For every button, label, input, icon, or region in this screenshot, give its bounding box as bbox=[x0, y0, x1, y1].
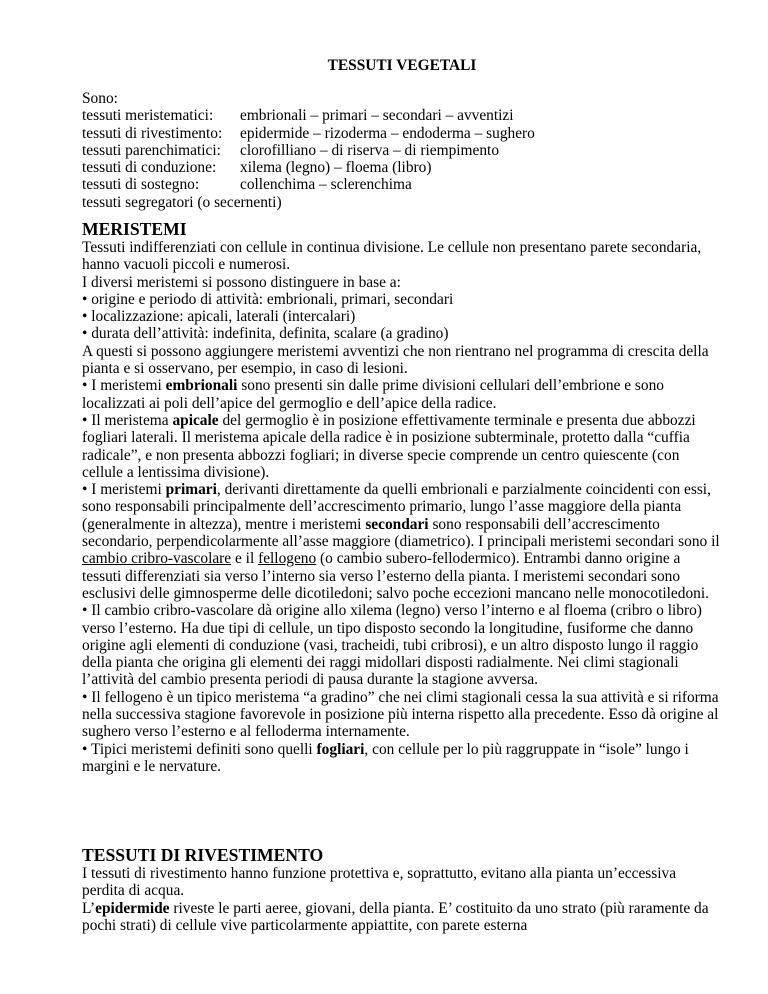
tissue-type-label: tessuti parenchimatici: bbox=[82, 141, 221, 159]
paragraph: • Il fellogeno è un tipico meristema “a gradino” che nei climi stagionali cessa la sua attività e si riforma nella successiva stagione favorevole in posizione più interna rispetto alla precedente. Esso dà origine al sughero verso l’esterno e al felloderma internamente. bbox=[82, 688, 719, 741]
text-run: , derivanti direttamente da quelli embrionali e parzialmente coincidenti con essi, sono responsabili principalmente dell’accrescimento primario, lungo l’asse maggiore della pianta (generalmente in altezza), mentre i meristemi bbox=[82, 481, 711, 533]
table-row bbox=[82, 176, 535, 193]
tissue-type-values: collenchima – sclerenchima bbox=[240, 176, 412, 194]
table-row bbox=[82, 107, 535, 124]
text-run: sono presenti sin dalle prime divisioni cellulari dell’embrione e sono localizzati ai poli dell’apice del germoglio e dell’apice della radice. bbox=[82, 377, 665, 412]
tissue-type-label: tessuti di rivestimento: bbox=[82, 124, 223, 142]
tissue-type-values: xilema (legno) – floema (libro) bbox=[240, 159, 432, 177]
bold-term: secondari bbox=[365, 515, 429, 533]
table-row bbox=[82, 125, 535, 142]
bold-term: primari bbox=[165, 481, 217, 499]
text-run: • Tipici meristemi definiti sono quelli bbox=[82, 740, 317, 758]
bullet-item: • localizzazione: apicali, laterali (intercalari) bbox=[82, 308, 356, 326]
text-run: del germoglio è in posizione effettivamente terminale e presenta due abbozzi fogliari laterali. Il meristema apicale della radice è in posizione subterminale, protetto dalla “cuffia radicale”, e non presenta abbozzi fogliari; in diverse specie comprende un centro quiescente (con cellule a lentissima divisione). bbox=[82, 411, 696, 481]
text-run: • I meristemi bbox=[82, 377, 166, 395]
paragraph: Tessuti indifferenziati con cellule in continua divisione. Le cellule non presentano parete secondaria, hanno vacuoli piccoli e numerosi. bbox=[82, 239, 702, 274]
tissue-type-values: embrionali – primari – secondari – avventizi bbox=[240, 107, 514, 125]
table-row bbox=[82, 159, 535, 176]
tissue-type-values: clorofilliano – di riserva – di riempimento bbox=[240, 141, 500, 159]
table-row bbox=[82, 142, 535, 159]
text-run: • I meristemi bbox=[82, 481, 166, 499]
section-meristemi bbox=[82, 220, 722, 775]
section-heading: MERISTEMI bbox=[82, 219, 187, 239]
text-run: e il bbox=[231, 550, 259, 568]
bold-term: apicale bbox=[172, 411, 219, 429]
tissue-type-values: epidermide – rizoderma – endoderma – sughero bbox=[240, 124, 535, 142]
text-run: • Il meristema bbox=[82, 411, 173, 429]
paragraph bbox=[82, 900, 722, 935]
tissue-types-table bbox=[82, 107, 535, 193]
tissue-type-label: tessuti meristematici: bbox=[82, 107, 214, 125]
tissue-type-label: tessuti di conduzione: bbox=[82, 159, 217, 177]
paragraph: I diversi meristemi si possono distinguere in base a: bbox=[82, 273, 401, 291]
underlined-term: cambio cribro-vascolare bbox=[82, 550, 232, 568]
paragraph bbox=[82, 741, 722, 776]
overview-last-line: tessuti segregatori (o secernenti) bbox=[82, 193, 282, 211]
text-run: , con cellule per lo più raggruppate in “isole” lungo i margini e le nervature. bbox=[82, 740, 689, 775]
bold-term: epidermide bbox=[95, 899, 170, 917]
text-run: L’ bbox=[82, 899, 96, 917]
text-run: riveste le parti aeree, giovani, della pianta. E’ costituito da uno strato (più raramente da pochi strati) di cellule vive particolarmente appiattite, con parete esterna bbox=[82, 899, 709, 934]
paragraph: A questi si possono aggiungere meristemi avventizi che non rientrano nel programma di crescita della pianta e si osservano, per esempio, in caso di lesioni. bbox=[82, 342, 709, 378]
bold-term: embrionali bbox=[165, 377, 238, 395]
paragraph bbox=[82, 377, 722, 412]
document-title: TESSUTI VEGETALI bbox=[327, 57, 477, 74]
bullet-item: • durata dell’attività: indefinita, definita, scalare (a gradino) bbox=[82, 325, 449, 343]
paragraph: I tessuti di rivestimento hanno funzione protettiva e, soprattutto, evitano alla pianta un’eccessiva perdita di acqua. bbox=[82, 865, 677, 900]
paragraph: • Il cambio cribro-vascolare dà origine allo xilema (legno) verso l’interno e al floema (cribro o libro) verso l’esterno. Ha due tipi di cellule, un tipo disposto secondo la longitudine, fusiforme che danno origine agli elementi di conduzione (vasi, tracheidi, tubi cribrosi), e un altro disposto lungo il raggio della pianta che origina gli elementi dei raggi midollari disposti radialmente. Nei climi stagionali l’attività del cambio presenta periodi di pausa durante la stagione avversa. bbox=[82, 602, 702, 689]
text-run: (o cambio subero-fellodermico). Entrambi danno origine a tessuti differenziati sia verso l’interno sia verso l’esterno della pianta. I meristemi secondari sono esclusivi delle gimnosperme delle dicotiledoni; salvo poche eccezioni mancano nelle monocotiledoni. bbox=[82, 550, 709, 602]
text-run: sono responsabili dell’accrescimento secondario, perpendicolarmente all’asse maggiore (diametrico). I principali meristemi secondari sono il bbox=[82, 515, 720, 551]
tissue-overview bbox=[82, 90, 722, 211]
overview-lead: Sono: bbox=[82, 90, 118, 107]
underlined-term: fellogeno bbox=[258, 550, 317, 568]
bullet-item: • origine e periodo di attività: embrionali, primari, secondari bbox=[82, 290, 454, 308]
paragraph bbox=[82, 481, 722, 602]
section-tessuti-di-rivestimento bbox=[82, 846, 722, 934]
section-heading: TESSUTI DI RIVESTIMENTO bbox=[82, 845, 324, 865]
bold-term: fogliari bbox=[316, 740, 365, 758]
tissue-type-label: tessuti di sostegno: bbox=[82, 176, 200, 194]
paragraph bbox=[82, 412, 722, 481]
